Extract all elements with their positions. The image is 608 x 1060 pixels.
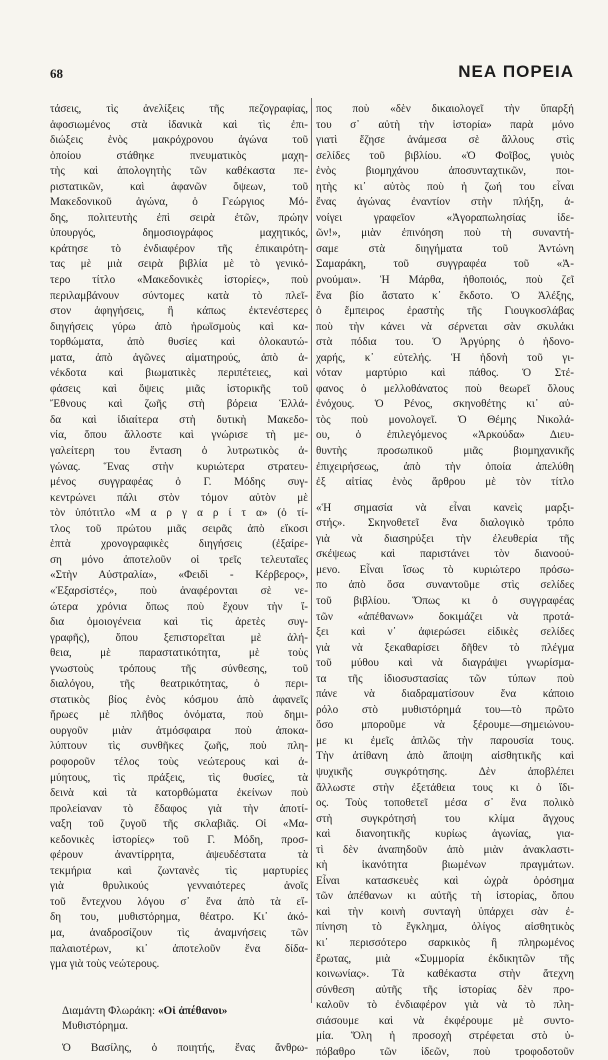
text-line: τορθώματα, ἀπὸ θυσίες καὶ ὁλοκαυτώ-: [50, 336, 308, 349]
text-line: στὴ συγκρότησή του κλίμα ἄγχους: [316, 812, 574, 825]
text-line: Σαμαράκη, τοῦ συγγραφέα τοῦ «Ἀ-: [316, 258, 574, 271]
text-line: κράτησε τὸ ἐνδιαφέρον τῆς ἐπικαιρότη-: [50, 242, 308, 255]
text-line: τοῦ βιβλίου. Ὅπως κι ὁ συγγραφέας: [316, 594, 574, 607]
text-line: τας μὲ μιὰ σειρὰ βιβλία μὲ τὸ γενικό-: [50, 258, 308, 271]
text-line: δια ὁμοιογένεια καὶ τὶς ἀρετὲς συγ-: [50, 616, 308, 629]
left-body-text: [50, 102, 308, 973]
text-line: τὶ δὲν ἀναπηδοῦν ἀπὸ μιὰν ἀνακλαστι-: [316, 843, 574, 856]
page-number: 68: [50, 66, 63, 81]
text-line: γμα γιὰ τοὺς νεώτερους.: [50, 958, 160, 971]
text-line: ἄλλωστε στὴν ἐξετάθεια τους κι ὁ ἴδι-: [316, 781, 574, 794]
text-line: σαμε στὰ διηγήματα τοῦ Ἀντώνη: [316, 242, 574, 255]
text-line: δης, πολιτευτὴς ἐπὶ σειρὰ ἐτῶν, πρώην: [50, 211, 308, 224]
text-line: του σ᾿ αὐτὴ τὴν ἱστορία» παρὰ μόνο: [316, 118, 574, 131]
text-line: «Ἐξαρσίστές», ποὺ ἀναφέρονται σὲ νε-: [50, 584, 308, 597]
text-line: δα καὶ ἰδιαίτερα στὴ δυτικὴ Μακεδο-: [50, 413, 308, 426]
text-line: στατικὸς βίος ἑνὸς κόσμου ἀπὸ ἀφανεῖς: [50, 693, 308, 706]
text-line: Τὴν ἀτίθανη ἀπὸ ἄποψη αἰσθητικῆς καὶ: [316, 750, 574, 763]
text-line: ος. Τοὺς τοποθετεῖ μέσα σ᾿ ἕνα πολικὸ: [316, 797, 574, 810]
text-line: γιατὶ ἔζησε ἀνάμεσα σὲ ἄλλους στὶς: [316, 134, 574, 147]
text-line: ἕνα βίο ἄστατο κ᾿ ἔκδοτο. Ὁ Ἀλέξης,: [316, 289, 574, 302]
text-line: ἐπιχειρήσεως, ἀπὸ τὴν ὁποία ἀπελύθη: [316, 460, 574, 473]
text-line: διώξεις ἑνὸς μακρόχρονου ἀγώνα τοῦ: [50, 134, 308, 147]
text-line: καὶ διανοητικῆς κυρίως ἀγωνίας, για-: [316, 828, 574, 841]
text-line: τερο τίτλο «Μακεδονικὲς ἱστορίες», ποὺ: [50, 274, 308, 287]
text-line: γώνας. Ἕνας στὴν κυριώτερα στρατευ-: [50, 460, 308, 473]
text-line: Ἔθνους καὶ ζωῆς στὴ βόρεια Ἑλλά-: [50, 398, 308, 411]
text-line: σελίδες τοῦ βιβλίου. «Ὁ Φοῖβος, γυιὸς: [316, 149, 574, 162]
text-line: ὑπουργός, δημοσιογράφος μαχητικός,: [50, 227, 308, 240]
text-line: νοίγει γραφεῖον «Ἀγοραπωλησίας ἰδε-: [316, 211, 574, 224]
text-line: ουργοῦν μιὰν ἀτμόσφαιρα ποὺ ἀποκα-: [50, 724, 308, 737]
text-line: ἑνὸς βιομηχάνου ἀποσυνταχτικῶν, ποι-: [316, 165, 574, 178]
text-line: ξει καὶ ν᾿ ἀφιερώσει εἰδικὲς σελίδες: [316, 626, 574, 639]
text-line: τῶν «ἀπέθανων» δοκιμάζει νὰ προτά-: [316, 610, 574, 623]
text-line: κεντρώνει πάλι στὸν τόμον αὐτὸν μὲ: [50, 491, 308, 504]
text-line: «Ἡ σημασία νὰ εἶναι κανεὶς μαρξι-: [316, 501, 574, 514]
review-author: Διαμάντη Φλωράκη:: [62, 1004, 156, 1017]
review-heading: [50, 1004, 308, 1020]
text-line: ητὴς κι᾿ αὐτὸς ποὺ ἡ ζωή του εἶναι: [316, 180, 574, 193]
text-line: Εἶναι κατασκευὲς καὶ ὠχρὰ ὁρόσημα: [316, 874, 574, 887]
text-line: θεια, μὲ παραστατικότητα, μὲ τοὺς: [50, 647, 308, 660]
text-line: ροφοροῦν τέλος τοὺς νεώτερους καὶ ἀ-: [50, 755, 308, 768]
text-line: τλος τοῦ πρώτου μιᾶς σειρᾶς ἀπὸ εἴκοσι: [50, 522, 308, 535]
text-line: στής». Σκηνοθετεῖ ἕνα διαλογικὸ τρόπο: [316, 517, 574, 530]
text-line: κὴ ἱκανότητα βιωμένων πραγμάτων.: [316, 859, 574, 872]
text-line: κι᾿ περισσότερο σαρκικὸς ἢ πληρωμένος: [316, 936, 574, 949]
text-line: γαλείτερη του ἔνταση ὁ λυτρωτικὸς ἀ-: [50, 445, 308, 458]
text-line: νόταν μαρτύριο καὶ πάθος. Ὁ Στέ-: [316, 367, 574, 380]
right-body-text-part-2: [316, 501, 574, 1060]
text-line: πόβαθρο τῶν ἰδεῶν, ποὺ τροφοδοτοῦν: [316, 1045, 574, 1058]
text-line: τεκμήρια καὶ ζωντανὲς τὶς μαρτυρίες: [50, 864, 308, 877]
text-line: τάσεις, τὶς ἀνελίξεις τῆς πεζογραφίας,: [50, 103, 308, 115]
text-line: στον ἀφηγήσεις, ἢ κάπως ἐκτενέστερες: [50, 305, 308, 318]
text-line: σκέψεως καὶ παριστάνει τὸν διανοού-: [316, 548, 574, 561]
left-text-column: [50, 102, 308, 1056]
review-book-title: «Οἱ ἀπέθανοι»: [157, 1004, 228, 1017]
text-line: με κι ἐμεῖς ἁπλῶς τὴν παρουσία τους.: [316, 734, 574, 747]
text-line: θυντὴς προσωπικοῦ μιᾶς βιομηχανικῆς: [316, 445, 574, 458]
text-line: παλαιοτέρων, κι᾿ ἀποτελοῦν ἕνα δίδα-: [50, 942, 308, 955]
column-divider: [311, 98, 312, 1003]
text-line: τὸς ποὺ μονολογεῖ. Ὁ Θέμης Νικολά-: [316, 413, 574, 426]
journal-title: ΝΕΑ ΠΟΡΕΙΑ: [458, 62, 574, 81]
text-line: καλοῦν τὸ ἐνδιαφέρον γιὰ νὰ τὸ πλη-: [316, 999, 574, 1012]
text-line: μία. Ὅλη ἡ προσοχὴ στρέφεται στὸ ὑ-: [316, 1030, 574, 1043]
text-line: ῶν!», μιὰν ἐπινόηση ποὺ τὴ συναντή-: [316, 227, 574, 240]
text-line: ναξη τοῦ ζυγοῦ τῆς σκλαβιᾶς. Οἱ «Μα-: [50, 818, 308, 831]
text-line: πος ποὺ «δὲν δικαιολογεῖ τὴν ὕπαρξή: [316, 103, 574, 115]
text-line: στὰ πόδια του. Ὁ Ἀργύρης ὁ ἡδονο-: [316, 336, 574, 349]
text-line: ματα, ἀπὸ ἀγῶνες αἱματηρούς, ἀπὸ ἀ-: [50, 351, 308, 364]
text-line: τῶν ἀπέθανων κι αὐτῆς τὴ ἱστορίας, ὅπου: [316, 890, 574, 903]
text-line: ὁ ἔμπειρος ἐραστὴς τῆς Γιουγκοσλάβας: [316, 305, 574, 318]
text-line: γιὰ νὰ ξεκαθαρίσει δῆθεν τὸ πλέγμα: [316, 641, 574, 654]
review-genre: Μυθιστόρημα.: [62, 1020, 129, 1033]
text-line: δη του, μυθιστόρημα, θέατρο. Κι᾿ ἀκό-: [50, 911, 308, 924]
text-line: ση μόνο ἀποτελοῦν οἱ τρεῖς τελευταῖες: [50, 553, 308, 566]
text-line: ριστατικῶν, καὶ ἀφανῶν ὄψεων, τοῦ: [50, 180, 308, 193]
text-line: φέρουν ἀναντίρρητα, ἀψευδέστατα τὰ: [50, 849, 308, 862]
text-line: δεινὰ καὶ τὰ κατορθώματα ἐκείνων ποὺ: [50, 787, 308, 800]
text-line: πο ἀπὸ ὅσα συναντοῦμε στὶς σελίδες: [316, 579, 574, 592]
text-line: ρνούμαι». Ἡ Μάρθα, ἠθοποιός, ποὺ ζεῖ: [316, 274, 574, 287]
text-line: φανος ὁ μελλοθάνατος ποὺ θεωρεῖ ὅλους: [316, 382, 574, 395]
text-line: μενο. Εἶναι ἴσως τὸ κυριώτερο πρόσω-: [316, 563, 574, 576]
text-line: ἕνας ἀγώνας ἐναντίον στὴν πλήξη, ἀ-: [316, 196, 574, 209]
review-first-line: Ὁ Βασίλης, ὁ ποιητής, ἕνας ἄνθρω-: [62, 1041, 308, 1054]
text-line: Μακεδονικοῦ ἀγώνα, ὁ Γεώργιος Μό-: [50, 196, 308, 209]
text-line: μύητους, τὶς πράξεις, τὶς θυσίες, τὰ: [50, 771, 308, 784]
text-line: φάσεις καὶ ὄψεις μιᾶς ἱστορικῆς τοῦ: [50, 382, 308, 395]
text-line: ου, ὁ ἐπιλεγόμενος «Ἀρκούδα» Διευ-: [316, 429, 574, 442]
text-line: γιὰ νὰ διασηρύξει τὴν ἐλευθερία τῆς: [316, 532, 574, 545]
text-line: κοινωνίας». Τὰ καθέκαστα στὴν ἄτεχνη: [316, 968, 574, 981]
text-line: διαλόγου, τῆς θεατρικότητας, ὁ περι-: [50, 678, 308, 691]
text-line: τα τῆς ἰδιοσυστασίας τῶν τύπων ποὺ: [316, 672, 574, 685]
text-line: ἥρωες μὲ πλῆθος ὀνόματα, ποὺ δημι-: [50, 709, 308, 722]
text-line: ποὺ τὴν κάνει νὰ σέρνεται σὰν σκυλάκι: [316, 320, 574, 333]
text-line: γιὰ θρυλικούς γενναιότερες ἀνοῖς: [50, 880, 308, 893]
text-line: σύνθεση αὐτῆς τῆς ἱστορίας δὲν προ-: [316, 983, 574, 996]
text-line: ἑπτὰ χρονογραφικὲς διηγήσεις (ἐξαίρε-: [50, 538, 308, 551]
text-line: ψυχικῆς συγκρότησης. Δὲν ἀποβλέπει: [316, 765, 574, 778]
text-line: «Στὴν Αὐστραλία», «Φειδὶ - Κέρβερος»,: [50, 569, 308, 582]
text-line: χαρής, κ᾿ εὐτελής. Ἡ ἡδονὴ τοῦ γι-: [316, 351, 574, 364]
text-line: λύπτουν τὶς συνθῆκες ζωῆς, ποὺ πλη-: [50, 740, 308, 753]
text-line: διηγήσεις γύρω ἀπὸ ἡρωϊσμοὺς καὶ κα-: [50, 320, 308, 333]
text-line: μα, ἀναδροσίζουν τὶς ἀναμνήσεις τῶν: [50, 926, 308, 939]
text-line: ἀφοσιωμένος στὰ ἰδανικὰ καὶ τὶς ἐπι-: [50, 118, 308, 131]
text-line: ἔρωτας, μιὰ «Συμμορία ἐκδικητῶν τῆς: [316, 952, 574, 965]
text-line: ἐξ αἰτίας ἑνὸς ἄρθρου μὲ τὸν τίτλο: [316, 476, 574, 489]
text-line: καὶ τὴν κοινὴ συνταγὴ ὑπάρχει σὰν ἐ-: [316, 905, 574, 918]
text-line: περιλαμβάνουν σύντομες κατὰ τὸ πλεῖ-: [50, 289, 308, 302]
text-line: προλείαναν τὸ ἔδαφος γιὰ τὴν ἀποτί-: [50, 802, 308, 815]
right-body-text-part-1: [316, 102, 574, 491]
text-line: νία, ὅπου ἄλλοστε καὶ γνώρισε τὴ με-: [50, 429, 308, 442]
text-line: πίνηση τὸ ἔγκλημα, ὀλίγος αἰσθητικὸς: [316, 921, 574, 934]
text-line: μένος συγγραφέας ὁ Γ. Μόδης συγ-: [50, 476, 308, 489]
text-line: σιάσουμε καὶ νὰ ἐκφέρουμε μὲ συντο-: [316, 1014, 574, 1027]
text-line: πάνε νὰ διαδραματίσουν ἕνα κάποιο: [316, 688, 574, 701]
right-text-column: [316, 102, 574, 1060]
text-line: τὸν ὑπότιτλο «Μ α ρ γ α ρ ί τ α» (ὁ τί-: [50, 507, 308, 520]
text-line: τὴς καὶ ἀπολογητὴς τῶν καθέκαστα πε-: [50, 165, 308, 178]
text-line: ρόλο στὸ μυθιστόρημά του—τὸ πρῶτο: [316, 703, 574, 716]
text-line: τοῦ μύθου καὶ νὰ διαγράψει γνωρίσμα-: [316, 657, 574, 670]
text-line: γνωστοὺς τρόπους τῆς σύνθεσης, τοῦ: [50, 662, 308, 675]
page-header: [50, 62, 574, 86]
text-line: ἐνόχους. Ὁ Ρένος, σκηνοθέτης κι᾿ αὐ-: [316, 398, 574, 411]
text-line: ὁποίου στάθηκε πνευματικὸς μαχη-: [50, 149, 308, 162]
text-line: ὅσο μποροῦμε νὰ ξέρουμε—σημειώνου-: [316, 719, 574, 732]
text-line: νέκδοτα καὶ βιωματικὲς περιπέτειες, καὶ: [50, 367, 308, 380]
text-line: κεδονικὲς ἱστορίες» τοῦ Γ. Μόδη, προσ-: [50, 833, 308, 846]
text-line: τοῦ ἔντεχνου λόγου σ᾿ ἕνα ἀπὸ τὰ εἴ-: [50, 895, 308, 908]
text-line: ώτερα χρόνια ὅπως ποὺ ἔχουν τὴν ἴ-: [50, 600, 308, 613]
text-line: γραφῆς), ὅπου ξεπιστορεῖται μὲ ἀλή-: [50, 631, 308, 644]
